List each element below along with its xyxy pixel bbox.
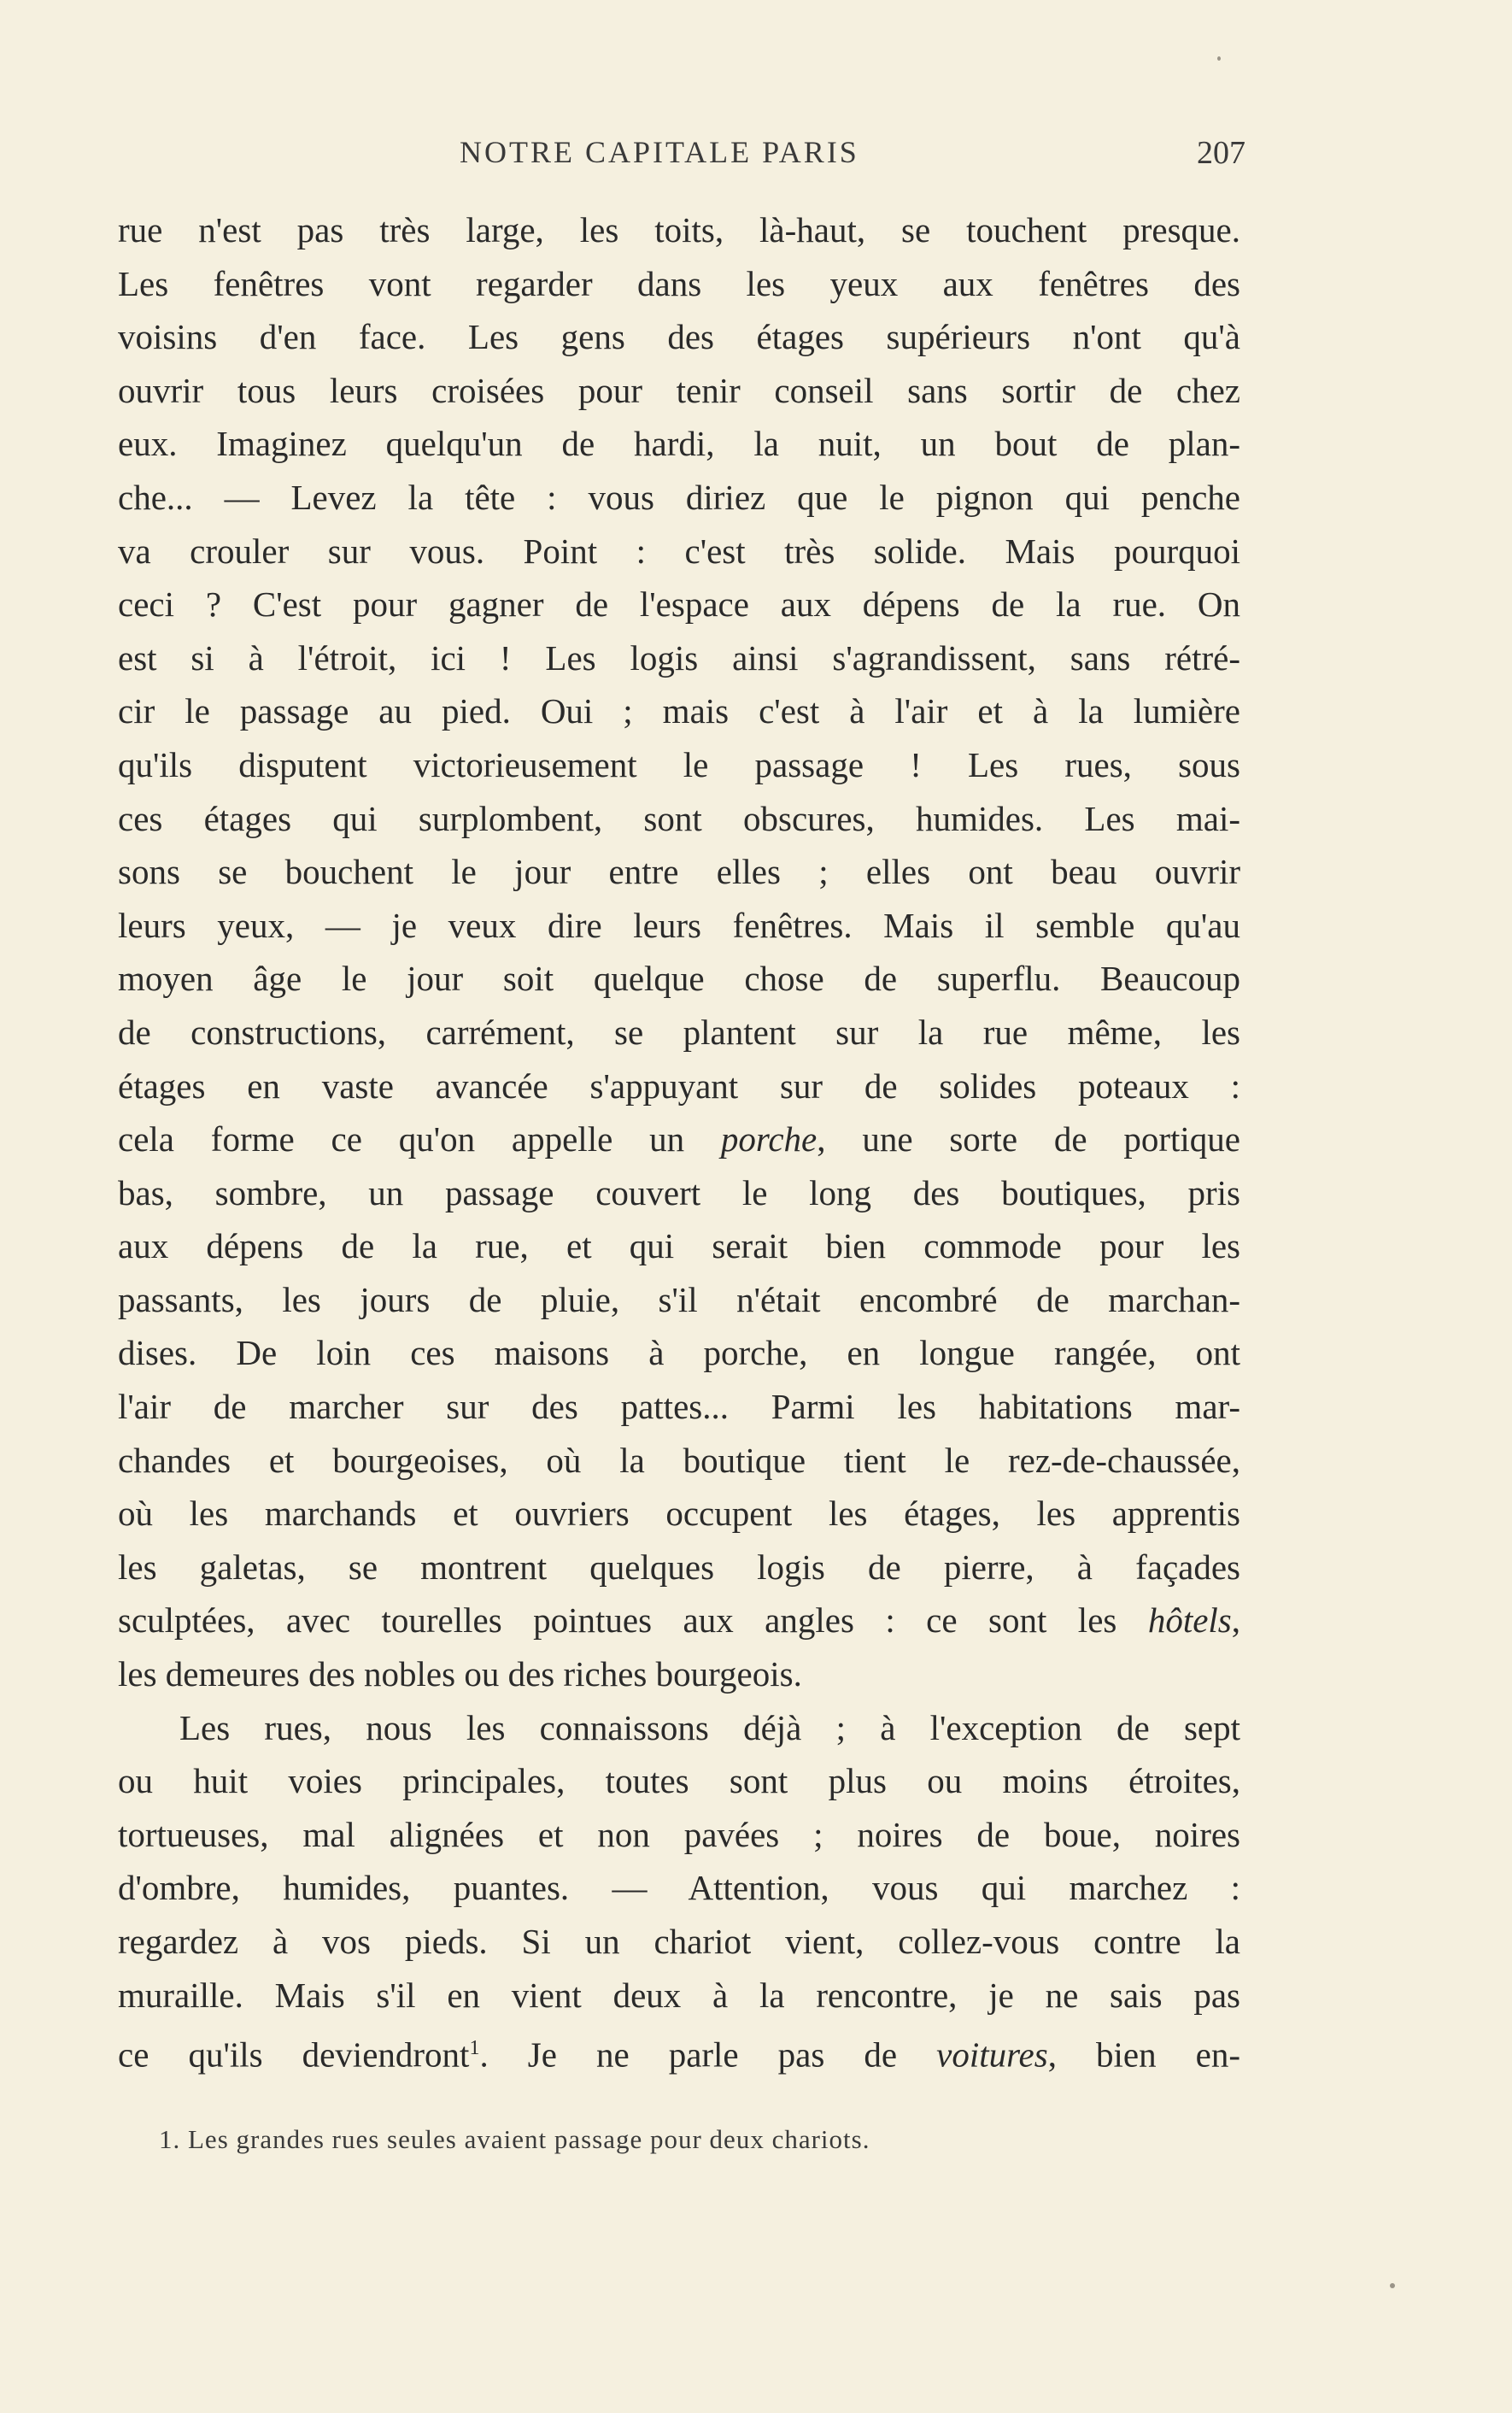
text-run: ce qu'ils deviendront [118, 2034, 470, 2075]
text-line: voisins d'en face. Les gens des étages supérieurs n'ont qu'à [118, 317, 1240, 357]
text-line: d'ombre, humides, puantes. — Attention, vous qui marchez : [118, 1868, 1240, 1908]
text-line: les galetas, se montrent quelques logis de pierre, à façades [118, 1547, 1240, 1587]
text-line: ceci ? C'est pour gagner de l'espace aux dépens de la rue. On [118, 584, 1240, 625]
text-line: dises. De loin ces maisons à porche, en longue rangée, ont [118, 1333, 1240, 1373]
text-line: muraille. Mais s'il en vient deux à la rencontre, je ne sais pas [118, 1975, 1240, 2015]
text-line: passants, les jours de pluie, s'il n'était encombré de marchan- [118, 1279, 1240, 1319]
text-line: regardez à vos pieds. Si un chariot vient, collez-vous contre la [118, 1922, 1240, 1961]
text-line: étages en vaste avancée s'appuyant sur de solides poteaux : [118, 1066, 1240, 1106]
text-line: ces étages qui surplombent, sont obscures, humides. Les mai- [118, 798, 1240, 838]
text-run: . Je ne parle pas de [479, 2034, 937, 2075]
text-run: , bien en- [1047, 2034, 1240, 2075]
text-line: sons se bouchent le jour entre elles ; elles ont beau ouvrir [118, 852, 1240, 892]
text-line: Les fenêtres vont regarder dans les yeux aux fenêtres des [118, 263, 1240, 303]
text-line: ou huit voies principales, toutes sont plus ou moins étroites, [118, 1761, 1240, 1801]
text-run: cela forme ce qu'on appelle un [118, 1119, 721, 1160]
text-line [118, 1113, 1240, 1166]
paragraph-start-line: Les rues, nous les connaissons déjà ; à l'exception de sept [179, 1707, 1240, 1747]
text-line: rue n'est pas très large, les toits, là-haut, se touchent presque. [118, 210, 1240, 250]
text-line [118, 1594, 1240, 1647]
text-line: va crouler sur vous. Point : c'est très solide. Mais pourquoi [118, 531, 1240, 571]
text-run: sculptées, avec tourelles pointues aux angles : ce sont les [118, 1600, 1148, 1641]
text-run: , [1231, 1600, 1240, 1641]
body-text [118, 203, 1240, 2075]
text-line: l'air de marcher sur des pattes... Parmi les habitations mar- [118, 1387, 1240, 1427]
footnote: 1. Les grandes rues seules avaient passage pour deux chariots. [159, 2124, 870, 2154]
page-number: 207 [1197, 135, 1245, 171]
running-title: NOTRE CAPITALE PARIS [460, 135, 859, 169]
text-line: est si à l'étroit, ici ! Les logis ainsi s'agrandissent, sans rétré- [118, 637, 1240, 678]
italic-term: hôtels [1147, 1600, 1232, 1641]
text-line: qu'ils disputent victorieusement le passage ! Les rues, sous [118, 744, 1240, 784]
text-line: chandes et bourgeoises, où la boutique tient le rez-de-chaussée, [118, 1440, 1240, 1480]
text-line: tortueuses, mal alignées et non pavées ; noires de boue, noires [118, 1814, 1240, 1854]
italic-term: voitures [936, 2034, 1048, 2075]
text-line: où les marchands et ouvriers occupent les étages, les apprentis [118, 1494, 1240, 1534]
text-line: che... — Levez la tête : vous diriez que le pignon qui penche [118, 477, 1240, 517]
text-line: moyen âge le jour soit quelque chose de superflu. Beaucoup [118, 959, 1240, 999]
footnote-marker: 1 [469, 2037, 480, 2060]
text-line: ouvrir tous leurs croisées pour tenir conseil sans sortir de chez [118, 370, 1240, 410]
text-line: bas, sombre, un passage couvert le long des boutiques, pris [118, 1172, 1240, 1212]
text-run: , une sorte de portique [817, 1119, 1240, 1160]
paper-speck [1390, 2283, 1395, 2288]
italic-term: porche [720, 1119, 818, 1160]
text-line: leurs yeux, — je veux dire leurs fenêtres. Mais il semble qu'au [118, 905, 1240, 945]
text-line: cir le passage au pied. Oui ; mais c'est à l'air et à la lumière [118, 691, 1240, 731]
paper-speck [1217, 56, 1221, 61]
text-line: aux dépens de la rue, et qui serait bien commode pour les [118, 1226, 1240, 1266]
text-line: de constructions, carrément, se plantent sur la rue même, les [118, 1012, 1240, 1052]
text-line: eux. Imaginez quelqu'un de hardi, la nuit, un bout de plan- [118, 424, 1240, 464]
paragraph-end-line: les demeures des nobles ou des riches bourgeois. [118, 1654, 802, 1694]
text-line [118, 2022, 1240, 2075]
